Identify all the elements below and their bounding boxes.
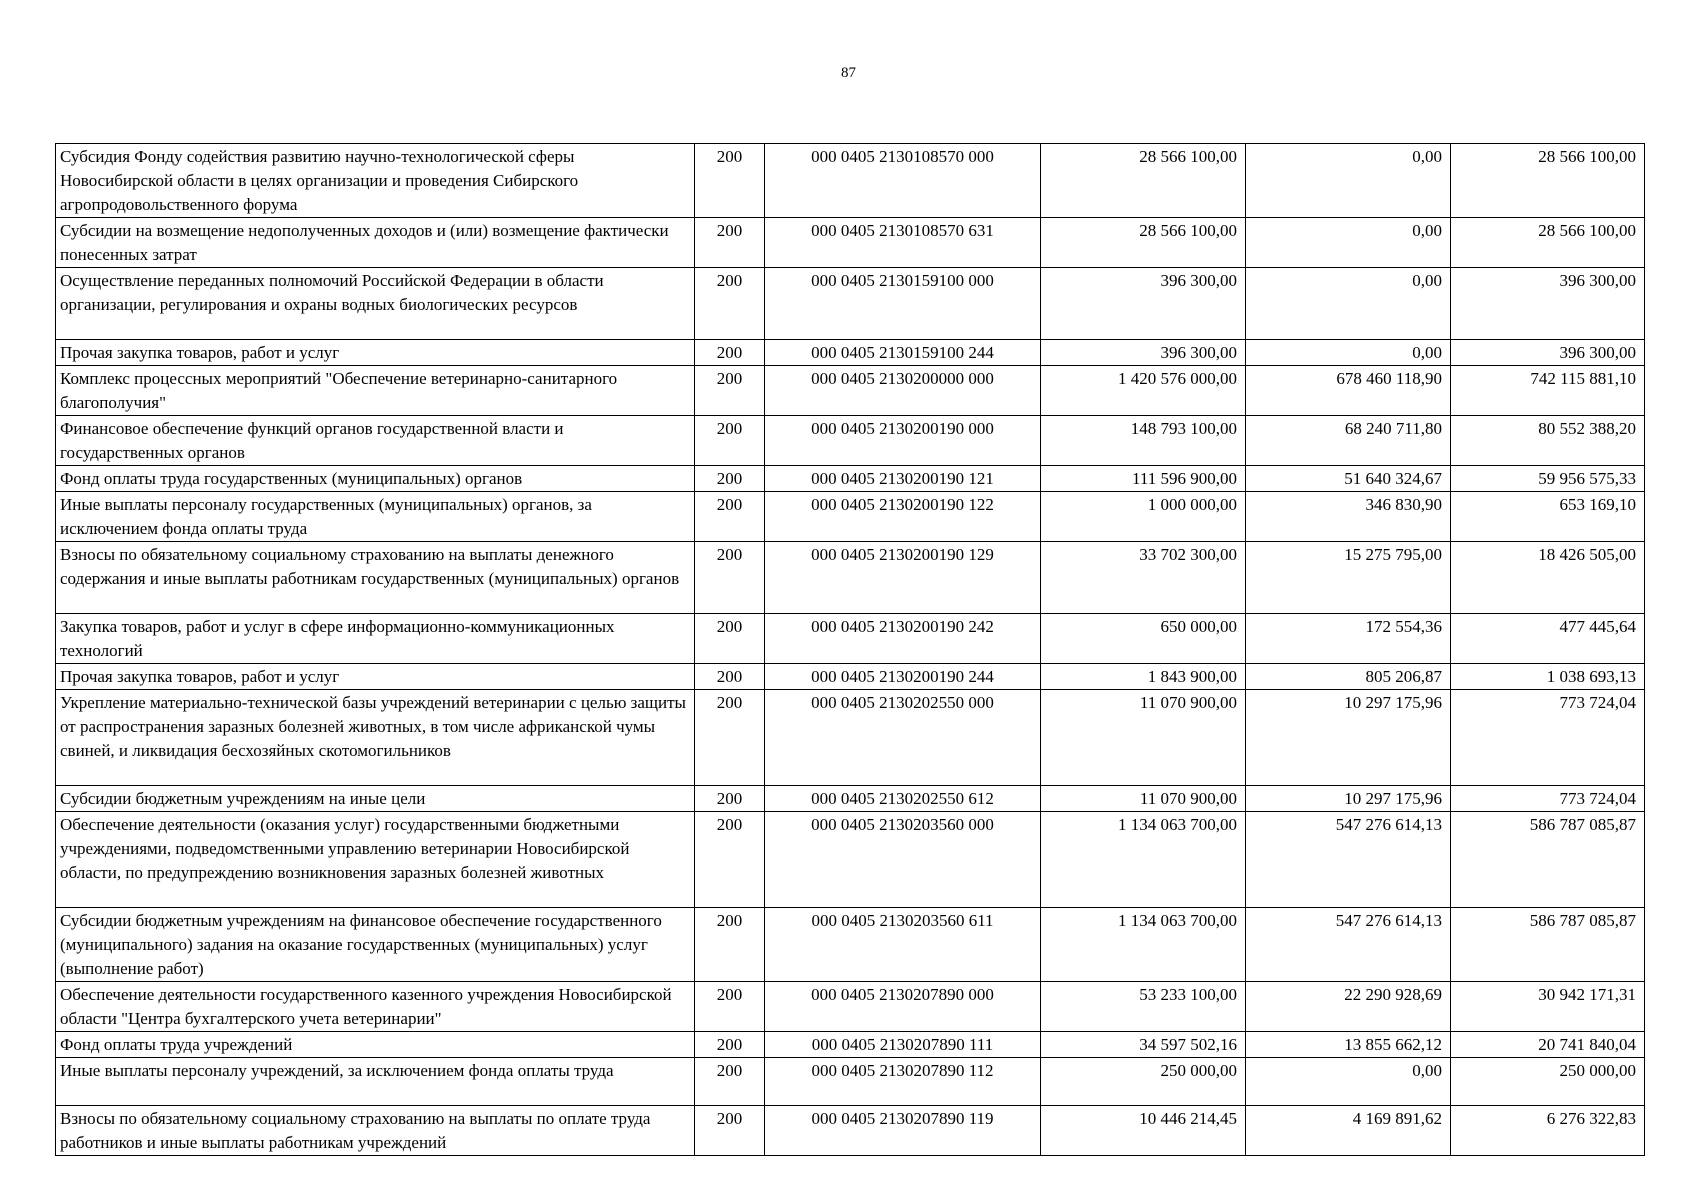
approved-amount-cell: 33 702 300,00: [1041, 542, 1246, 614]
executed-amount-cell: 0,00: [1246, 268, 1451, 340]
expense-name-cell: Закупка товаров, работ и услуг в сфере информационно-коммуникационных технологий: [56, 614, 695, 664]
executed-amount-cell: 68 240 711,80: [1246, 416, 1451, 466]
executed-amount-cell: 13 855 662,12: [1246, 1032, 1451, 1058]
executed-amount-cell: 0,00: [1246, 218, 1451, 268]
executed-amount-cell: 172 554,36: [1246, 614, 1451, 664]
unexecuted-amount-cell: 18 426 505,00: [1451, 542, 1645, 614]
expense-name-cell: Укрепление материально-технической базы учреждений ветеринарии с целью защиты от распространения заразных болезней животных, в том числе африканской чумы свиней, и ликвидация бесхозяйных скотомогильников: [56, 690, 695, 786]
table-row: [56, 812, 1645, 908]
approved-amount-cell: 1 134 063 700,00: [1041, 908, 1246, 982]
table-row: [56, 492, 1645, 542]
budget-classification-code-cell: 000 0405 2130202550 000: [765, 690, 1041, 786]
unexecuted-amount-cell: 773 724,04: [1451, 690, 1645, 786]
budget-classification-code-cell: 000 0405 2130200190 244: [765, 664, 1041, 690]
expense-name-cell: Субсидии на возмещение недополученных доходов и (или) возмещение фактически понесенных затрат: [56, 218, 695, 268]
budget-classification-code-cell: 000 0405 2130207890 119: [765, 1106, 1041, 1156]
table-row: [56, 366, 1645, 416]
approved-amount-cell: 34 597 502,16: [1041, 1032, 1246, 1058]
executed-amount-cell: 10 297 175,96: [1246, 786, 1451, 812]
line-code-cell: 200: [695, 466, 765, 492]
line-code-cell: 200: [695, 416, 765, 466]
approved-amount-cell: 396 300,00: [1041, 340, 1246, 366]
expense-name-cell: Взносы по обязательному социальному страхованию на выплаты по оплате труда работников и иные выплаты работникам учреждений: [56, 1106, 695, 1156]
approved-amount-cell: 28 566 100,00: [1041, 218, 1246, 268]
table-row: [56, 416, 1645, 466]
expense-name-cell: Взносы по обязательному социальному страхованию на выплаты денежного содержания и иные выплаты работникам государственных (муниципальных) органов: [56, 542, 695, 614]
executed-amount-cell: 10 297 175,96: [1246, 690, 1451, 786]
budget-classification-code-cell: 000 0405 2130159100 244: [765, 340, 1041, 366]
budget-classification-code-cell: 000 0405 2130108570 631: [765, 218, 1041, 268]
line-code-cell: 200: [695, 542, 765, 614]
approved-amount-cell: 396 300,00: [1041, 268, 1246, 340]
line-code-cell: 200: [695, 218, 765, 268]
unexecuted-amount-cell: 20 741 840,04: [1451, 1032, 1645, 1058]
table-row: [56, 690, 1645, 786]
budget-classification-code-cell: 000 0405 2130200190 129: [765, 542, 1041, 614]
expense-name-cell: Иные выплаты персоналу учреждений, за исключением фонда оплаты труда: [56, 1058, 695, 1106]
unexecuted-amount-cell: 477 445,64: [1451, 614, 1645, 664]
table-body: [56, 144, 1645, 1156]
page-number: 87: [841, 65, 856, 81]
expense-name-cell: Осуществление переданных полномочий Российской Федерации в области организации, регулирования и охраны водных биологических ресурсов: [56, 268, 695, 340]
unexecuted-amount-cell: 59 956 575,33: [1451, 466, 1645, 492]
line-code-cell: 200: [695, 366, 765, 416]
budget-classification-code-cell: 000 0405 2130203560 000: [765, 812, 1041, 908]
approved-amount-cell: 650 000,00: [1041, 614, 1246, 664]
executed-amount-cell: 346 830,90: [1246, 492, 1451, 542]
approved-amount-cell: 11 070 900,00: [1041, 690, 1246, 786]
unexecuted-amount-cell: 250 000,00: [1451, 1058, 1645, 1106]
expense-name-cell: Обеспечение деятельности (оказания услуг) государственными бюджетными учреждениями, подведомственными управлению ветеринарии Новосибирской области, по предупреждению возникновения заразных болезней животных: [56, 812, 695, 908]
expense-name-cell: Иные выплаты персоналу государственных (муниципальных) органов, за исключением фонда оплаты труда: [56, 492, 695, 542]
expense-name-cell: Субсидия Фонду содействия развитию научно-технологической сферы Новосибирской области в целях организации и проведения Сибирского агропродовольственного форума: [56, 144, 695, 218]
unexecuted-amount-cell: 396 300,00: [1451, 268, 1645, 340]
table-row: [56, 908, 1645, 982]
expense-name-cell: Субсидии бюджетным учреждениям на финансовое обеспечение государственного (муниципального) задания на оказание государственных (муниципальных) услуг (выполнение работ): [56, 908, 695, 982]
table-row: [56, 466, 1645, 492]
line-code-cell: 200: [695, 786, 765, 812]
unexecuted-amount-cell: 586 787 085,87: [1451, 908, 1645, 982]
approved-amount-cell: 1 843 900,00: [1041, 664, 1246, 690]
budget-classification-code-cell: 000 0405 2130200190 000: [765, 416, 1041, 466]
line-code-cell: 200: [695, 812, 765, 908]
budget-classification-code-cell: 000 0405 2130207890 112: [765, 1058, 1041, 1106]
table-row: [56, 1106, 1645, 1156]
table-row: [56, 982, 1645, 1032]
table-row: [56, 340, 1645, 366]
budget-classification-code-cell: 000 0405 2130200190 242: [765, 614, 1041, 664]
line-code-cell: 200: [695, 1058, 765, 1106]
table-row: [56, 542, 1645, 614]
table-row: [56, 614, 1645, 664]
approved-amount-cell: 53 233 100,00: [1041, 982, 1246, 1032]
executed-amount-cell: 547 276 614,13: [1246, 908, 1451, 982]
budget-classification-code-cell: 000 0405 2130200000 000: [765, 366, 1041, 416]
executed-amount-cell: 547 276 614,13: [1246, 812, 1451, 908]
line-code-cell: 200: [695, 1106, 765, 1156]
unexecuted-amount-cell: 30 942 171,31: [1451, 982, 1645, 1032]
budget-classification-code-cell: 000 0405 2130108570 000: [765, 144, 1041, 218]
unexecuted-amount-cell: 653 169,10: [1451, 492, 1645, 542]
line-code-cell: 200: [695, 492, 765, 542]
table-row: [56, 144, 1645, 218]
approved-amount-cell: 111 596 900,00: [1041, 466, 1246, 492]
expense-name-cell: Фонд оплаты труда учреждений: [56, 1032, 695, 1058]
approved-amount-cell: 1 000 000,00: [1041, 492, 1246, 542]
unexecuted-amount-cell: 396 300,00: [1451, 340, 1645, 366]
line-code-cell: 200: [695, 1032, 765, 1058]
executed-amount-cell: 678 460 118,90: [1246, 366, 1451, 416]
executed-amount-cell: 22 290 928,69: [1246, 982, 1451, 1032]
unexecuted-amount-cell: 80 552 388,20: [1451, 416, 1645, 466]
executed-amount-cell: 0,00: [1246, 340, 1451, 366]
executed-amount-cell: 805 206,87: [1246, 664, 1451, 690]
expense-name-cell: Фонд оплаты труда государственных (муниципальных) органов: [56, 466, 695, 492]
executed-amount-cell: 0,00: [1246, 1058, 1451, 1106]
expense-name-cell: Финансовое обеспечение функций органов государственной власти и государственных органов: [56, 416, 695, 466]
approved-amount-cell: 11 070 900,00: [1041, 786, 1246, 812]
executed-amount-cell: 51 640 324,67: [1246, 466, 1451, 492]
table-row: [56, 268, 1645, 340]
approved-amount-cell: 250 000,00: [1041, 1058, 1246, 1106]
table-row: [56, 218, 1645, 268]
table-row: [56, 786, 1645, 812]
line-code-cell: 200: [695, 144, 765, 218]
budget-classification-code-cell: 000 0405 2130207890 111: [765, 1032, 1041, 1058]
line-code-cell: 200: [695, 614, 765, 664]
unexecuted-amount-cell: 586 787 085,87: [1451, 812, 1645, 908]
budget-classification-code-cell: 000 0405 2130159100 000: [765, 268, 1041, 340]
approved-amount-cell: 28 566 100,00: [1041, 144, 1246, 218]
unexecuted-amount-cell: 1 038 693,13: [1451, 664, 1645, 690]
budget-classification-code-cell: 000 0405 2130202550 612: [765, 786, 1041, 812]
approved-amount-cell: 1 420 576 000,00: [1041, 366, 1246, 416]
expense-name-cell: Субсидии бюджетным учреждениям на иные цели: [56, 786, 695, 812]
table-row: [56, 664, 1645, 690]
expense-name-cell: Обеспечение деятельности государственного казенного учреждения Новосибирской области "Центра бухгалтерского учета ветеринарии": [56, 982, 695, 1032]
expense-name-cell: Прочая закупка товаров, работ и услуг: [56, 664, 695, 690]
unexecuted-amount-cell: 28 566 100,00: [1451, 144, 1645, 218]
executed-amount-cell: 15 275 795,00: [1246, 542, 1451, 614]
unexecuted-amount-cell: 28 566 100,00: [1451, 218, 1645, 268]
line-code-cell: 200: [695, 664, 765, 690]
budget-classification-code-cell: 000 0405 2130203560 611: [765, 908, 1041, 982]
approved-amount-cell: 148 793 100,00: [1041, 416, 1246, 466]
executed-amount-cell: 4 169 891,62: [1246, 1106, 1451, 1156]
table-row: [56, 1032, 1645, 1058]
unexecuted-amount-cell: 742 115 881,10: [1451, 366, 1645, 416]
budget-execution-table: [55, 143, 1645, 1156]
line-code-cell: 200: [695, 908, 765, 982]
expense-name-cell: Прочая закупка товаров, работ и услуг: [56, 340, 695, 366]
line-code-cell: 200: [695, 268, 765, 340]
line-code-cell: 200: [695, 340, 765, 366]
approved-amount-cell: 10 446 214,45: [1041, 1106, 1246, 1156]
table-row: [56, 1058, 1645, 1106]
budget-classification-code-cell: 000 0405 2130207890 000: [765, 982, 1041, 1032]
approved-amount-cell: 1 134 063 700,00: [1041, 812, 1246, 908]
line-code-cell: 200: [695, 690, 765, 786]
budget-classification-code-cell: 000 0405 2130200190 122: [765, 492, 1041, 542]
expense-name-cell: Комплекс процессных мероприятий "Обеспечение ветеринарно-санитарного благополучия": [56, 366, 695, 416]
budget-classification-code-cell: 000 0405 2130200190 121: [765, 466, 1041, 492]
line-code-cell: 200: [695, 982, 765, 1032]
unexecuted-amount-cell: 773 724,04: [1451, 786, 1645, 812]
unexecuted-amount-cell: 6 276 322,83: [1451, 1106, 1645, 1156]
executed-amount-cell: 0,00: [1246, 144, 1451, 218]
